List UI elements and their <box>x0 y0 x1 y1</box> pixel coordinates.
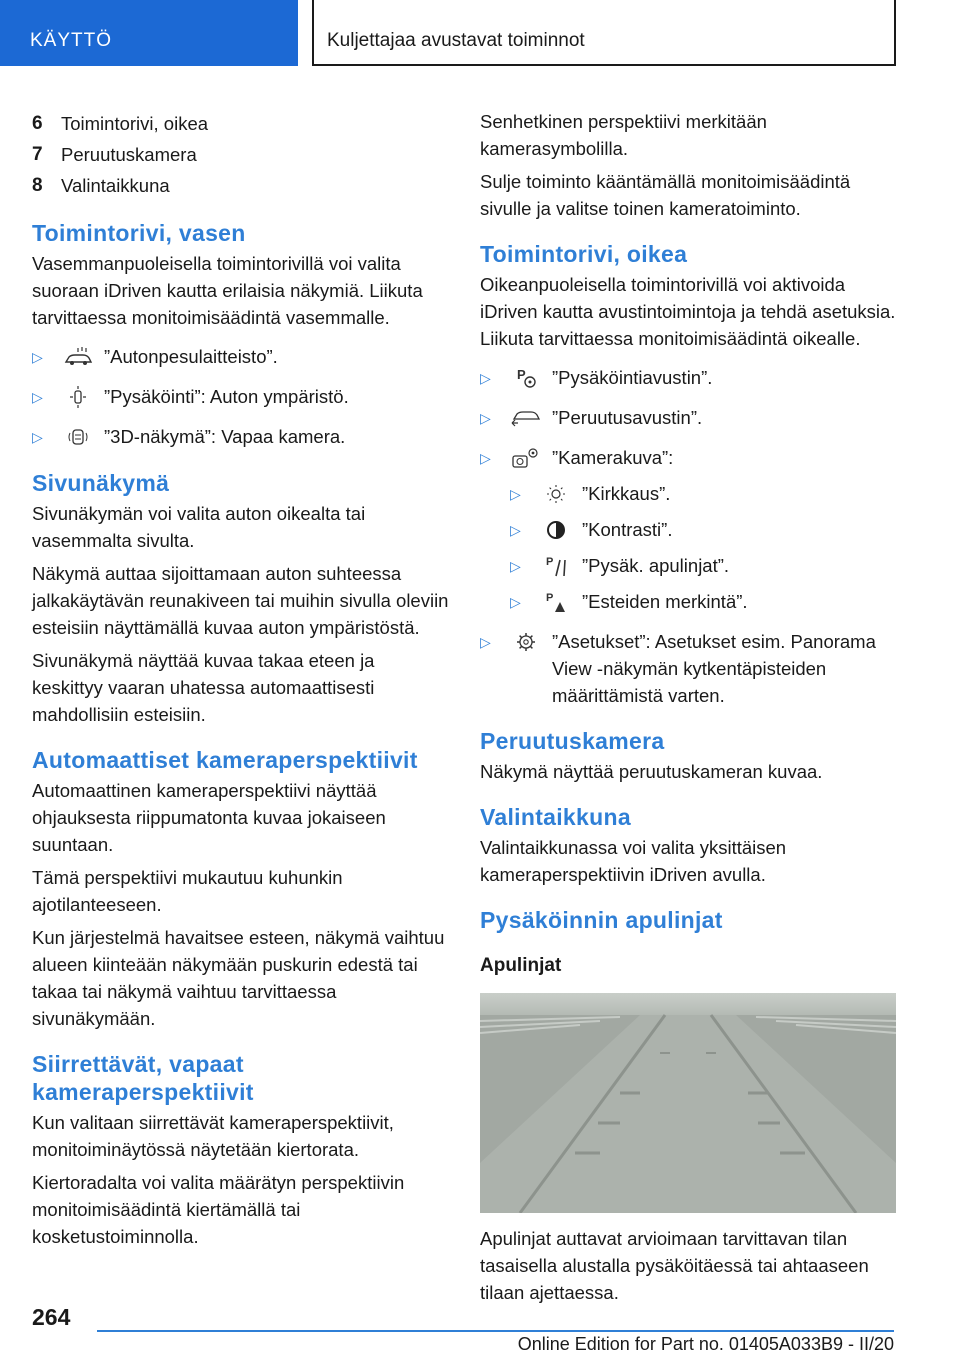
paragraph: Näkymä näyttää peruutuskameran kuvaa. <box>480 761 823 782</box>
paragraph: Vasemmanpuoleisella toimintorivillä voi valita suoraan iDriven kautta erilaisia näkymiä. Liikuta tarvittaessa monitoimisäädintä vasemmalle. <box>32 253 423 328</box>
item-text: Valintaikkuna <box>61 175 170 196</box>
bullet-triangle-icon: ▷ <box>480 450 491 466</box>
contrast-icon <box>540 518 572 542</box>
svg-text:P: P <box>546 556 554 568</box>
figure-caption: Apulinjat auttavat arvioimaan tarvittavan tilan tasaisella alustalla pysäköitäessä tai ahtaaseen tilaan ajettaessa. <box>480 1228 869 1303</box>
list-item-text: ”Asetukset”: Asetukset esim. Panorama View -näkymän kytkentäpisteiden määrittämistä varten. <box>552 631 876 706</box>
sub-list-item <box>510 588 896 616</box>
numbered-item <box>32 139 450 170</box>
heading-automatic-perspectives: Automaattiset kameraperspektiivit <box>32 747 418 773</box>
heading-function-row-right: Toimintorivi, oikea <box>480 241 688 267</box>
numbered-item <box>32 108 450 139</box>
subheading-guide-lines: Apulinjat <box>480 955 562 976</box>
list-item-text: ”Kirkkaus”. <box>582 483 671 504</box>
bullet-triangle-icon: ▷ <box>32 429 43 445</box>
bullet-triangle-icon: ▷ <box>480 370 491 386</box>
paragraph: Näkymä auttaa sijoittamaan auton suhteessa jalkakäytävän reunakiveen tai muihin sivulla oleviin esteisiin näyttämällä kuvaa auton ympäristöstä. <box>32 563 449 638</box>
paragraph: Valintaikkunassa voi valita yksittäisen kameraperspektiivin iDriven avulla. <box>480 837 787 885</box>
bullet-triangle-icon: ▷ <box>510 594 521 610</box>
section-title: Kuljettajaa avustavat toiminnot <box>312 0 896 66</box>
heading-rear-camera: Peruutuskamera <box>480 728 665 754</box>
sub-list-item <box>510 516 896 544</box>
bullet-triangle-icon: ▷ <box>510 558 521 574</box>
paragraph: Kun valitaan siirrettävät kameraperspektiivit, monitoiminäytössä näytetään kiertorata. <box>32 1112 394 1160</box>
3d-view-icon <box>62 425 94 449</box>
reversing-assistant-icon <box>510 406 542 430</box>
paragraph: Sivunäkymän voi valita auton oikealta tai vasemmalta sivulta. <box>32 503 366 551</box>
paragraph: Senhetkinen perspektiivi merkitään kamerasymbolilla. <box>480 111 767 159</box>
paragraph: Sivunäkymä näyttää kuvaa takaa eteen ja keskittyy vaaran uhatessa automaattisesti mahdollisiin esteisiin. <box>32 650 375 725</box>
page-footer <box>0 1290 960 1362</box>
page-number: 264 <box>32 1304 71 1330</box>
bullet-triangle-icon: ▷ <box>32 389 43 405</box>
heading-function-row-left: Toimintorivi, vasen <box>32 220 246 246</box>
list-item-text: ”Pysäk. apulinjat”. <box>582 555 730 576</box>
list-item <box>32 383 450 411</box>
left-column <box>32 108 450 1256</box>
guide-lines-illustration <box>480 993 896 1213</box>
paragraph: Tämä perspektiivi mukautuu kuhunkin ajotilanteeseen. <box>32 867 343 915</box>
list-item-text: ”3D-näkymä”: Vapaa kamera. <box>104 426 346 447</box>
sub-list-item <box>510 480 896 508</box>
camera-settings-icon <box>510 446 542 470</box>
heading-parking-guide-lines: Pysäköinnin apulinjat <box>480 907 723 933</box>
paragraph: Sulje toiminto kääntämällä monitoimisäädintä sivulle ja valitse toinen kameratoiminto. <box>480 171 851 219</box>
obstacle-marking-icon <box>540 590 572 614</box>
svg-text:P: P <box>517 367 526 382</box>
item-number: 8 <box>32 175 43 196</box>
page-header <box>0 0 960 66</box>
bullet-triangle-icon: ▷ <box>510 522 521 538</box>
list-item-text: ”Esteiden merkintä”. <box>582 591 748 612</box>
brightness-icon <box>540 482 572 506</box>
list-item <box>32 343 450 371</box>
list-item <box>480 404 896 432</box>
list-item <box>480 364 896 392</box>
sub-list-item <box>510 552 896 580</box>
heading-side-view: Sivunäkymä <box>32 470 170 496</box>
paragraph: Oikeanpuoleisella toimintorivillä voi aktivoida iDriven kautta avustintoimintoja ja tehdä asetuksia. Liikuta tarvittaessa monitoimisäädintä oikealle. <box>480 274 896 349</box>
bullet-triangle-icon: ▷ <box>480 410 491 426</box>
chapter-tab: KÄYTTÖ <box>0 0 298 66</box>
right-column <box>480 108 896 1312</box>
car-wash-icon <box>62 345 94 369</box>
list-item-text: ”Kontrasti”. <box>582 519 673 540</box>
item-number: 7 <box>32 144 43 165</box>
list-item-text: ”Peruutusavustin”. <box>552 407 703 428</box>
parking-icon <box>62 385 94 409</box>
paragraph: Kiertoradalta voi valita määrätyn perspektiivin monitoimisäädintä kiertämällä tai kosketustoiminnolla. <box>32 1172 405 1247</box>
list-item <box>32 423 450 451</box>
parking-lines-icon <box>540 554 572 578</box>
list-item-text: ”Pysäköintiavustin”. <box>552 367 713 388</box>
bullet-triangle-icon: ▷ <box>480 634 491 650</box>
heading-selection-window: Valintaikkuna <box>480 804 631 830</box>
bullet-triangle-icon: ▷ <box>510 486 521 502</box>
bullet-triangle-icon: ▷ <box>32 349 43 365</box>
gear-icon <box>510 630 542 654</box>
edition-text: Online Edition for Part no. 01405A033B9 - II/20 <box>517 1334 894 1354</box>
list-item-text: ”Autonpesulaitteisto”. <box>104 346 278 367</box>
heading-free-perspectives: Siirrettävät, vapaat kameraperspektiivit <box>32 1051 254 1105</box>
list-item <box>480 628 896 709</box>
item-text: Toimintorivi, oikea <box>61 113 209 134</box>
list-item-text: ”Kamerakuva”: <box>552 447 674 468</box>
item-number: 6 <box>32 113 43 134</box>
list-item <box>480 444 896 472</box>
list-item-text: ”Pysäköinti”: Auton ympäristö. <box>104 386 349 407</box>
svg-text:P: P <box>546 592 554 604</box>
paragraph: Automaattinen kameraperspektiivi näyttää ohjauksesta riippumatonta kuvaa jokaiseen suuntaan. <box>32 780 386 855</box>
paragraph: Kun järjestelmä havaitsee esteen, näkymä vaihtuu alueen kiinteään näkymään puskurin edestä tai takaa tai näkymä vaihtuu tarvittaessa sivunäkymään. <box>32 927 445 1029</box>
numbered-item <box>32 170 450 201</box>
parking-assistant-icon <box>510 366 542 390</box>
footer-divider <box>97 1330 894 1332</box>
item-text: Peruutuskamera <box>61 144 197 165</box>
